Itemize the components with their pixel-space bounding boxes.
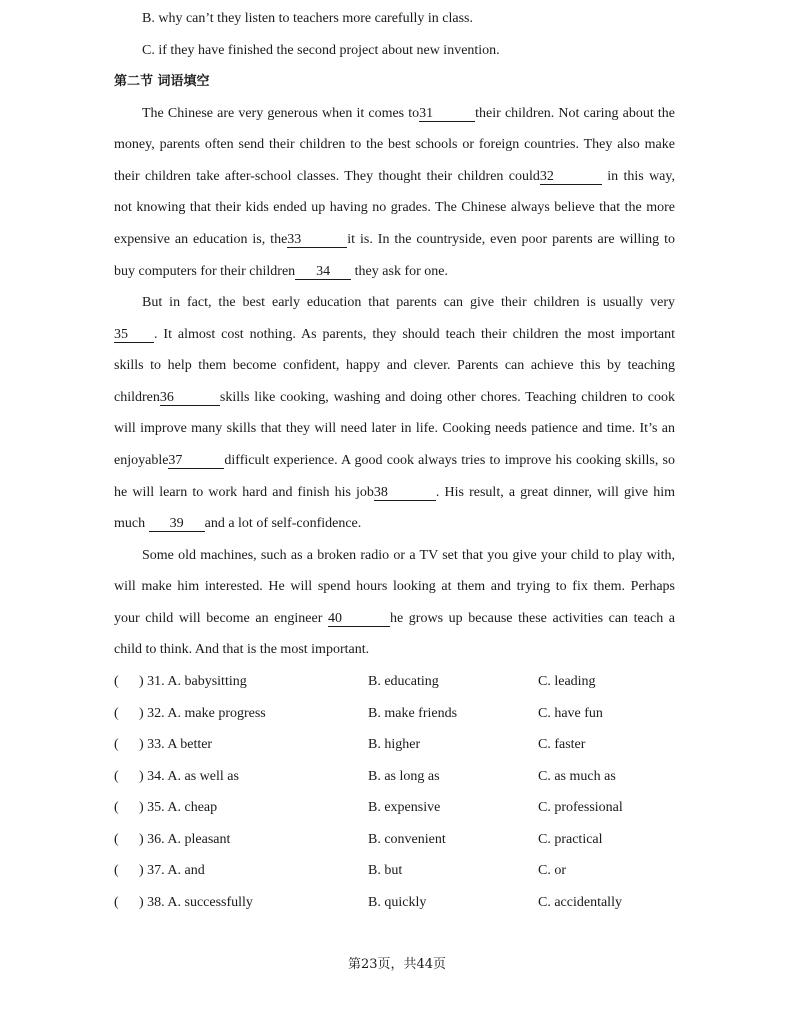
option-a: ) 31. A. babysitting — [139, 674, 247, 689]
question-row — [114, 705, 675, 723]
option-c: C. practical — [538, 832, 603, 847]
blank-36: 36 — [160, 391, 220, 406]
passage-line: money, parents often send their children to the best schools or foreign countries. They also make — [114, 137, 675, 152]
option-a: ) 33. A better — [139, 737, 213, 752]
passage-line: expensive an education is, the33 it is. In the countryside, even poor parents are willing to — [114, 232, 675, 247]
answer-paren[interactable]: ( — [114, 737, 119, 752]
section-heading: 第二节 词语填空 — [114, 74, 210, 89]
option-a: ) 35. A. cheap — [139, 800, 218, 815]
passage-line: will improve many skills that they will need later in life. Cooking needs patience and time. It’s an — [114, 421, 675, 436]
option-b: B. make friends — [368, 706, 458, 721]
question-row — [114, 799, 675, 817]
option-a: ) 36. A. pleasant — [139, 832, 231, 847]
answer-paren[interactable]: ( — [114, 769, 119, 784]
answer-paren[interactable]: ( — [114, 800, 119, 815]
passage-line: your child will become an engineer 40 he grows up because these activities can teach a — [114, 611, 676, 626]
blank-31: 31 — [419, 107, 475, 122]
option-a: ) 37. A. and — [139, 863, 205, 878]
passage-line: buy computers for their children 34 they ask for one. — [114, 264, 448, 279]
passage-line: child to think. And that is the most important. — [114, 642, 370, 657]
option-b: B. but — [368, 863, 403, 878]
passage-line: not knowing that their kids ended up having no grades. The Chinese always believe that the more — [114, 200, 675, 215]
question-row — [114, 768, 675, 786]
blank-39: 39 — [149, 517, 205, 532]
option-b: B. convenient — [368, 832, 446, 847]
question-row — [114, 862, 675, 880]
option-b: B. quickly — [368, 895, 427, 910]
answer-paren[interactable]: ( — [114, 895, 119, 910]
blank-32: 32 — [540, 170, 602, 185]
passage-line: The Chinese are very generous when it comes to31 their children. Not caring about the — [142, 106, 675, 121]
blank-40: 40 — [328, 612, 390, 627]
option-c-text: C. if they have finished the second project about new invention. — [142, 43, 500, 58]
page-footer: 第23页，共44页 — [347, 957, 447, 972]
blank-37: 37 — [168, 454, 224, 469]
option-c: C. or — [538, 863, 566, 878]
option-c: C. professional — [538, 800, 623, 815]
passage-line: will make him interested. He will spend hours looking at them and trying to fix them. Perhaps — [114, 579, 675, 594]
passage-line: 35 . It almost cost nothing. As parents, they should teach their children the most important — [114, 327, 675, 342]
question-row — [114, 736, 675, 754]
option-c: C. leading — [538, 674, 596, 689]
option-c: C. as much as — [538, 769, 616, 784]
blank-35: 35 — [114, 328, 154, 343]
option-a: ) 38. A. successfully — [139, 895, 253, 910]
option-b: B. higher — [368, 737, 421, 752]
question-row — [114, 894, 675, 912]
passage-line: much 39 and a lot of self-confidence. — [114, 516, 362, 531]
blank-38: 38 — [374, 486, 436, 501]
blank-34: 34 — [295, 265, 351, 280]
passage-line: enjoyable37 difficult experience. A good cook always tries to improve his cooking skills, so — [114, 453, 675, 468]
passage-line: But in fact, the best early education that parents can give their children is usually very — [142, 295, 675, 310]
option-b: B. educating — [368, 674, 439, 689]
option-a: ) 32. A. make progress — [139, 706, 266, 721]
passage-line: skills to help them become confident, happy and clever. Parents can achieve this by teaching — [114, 358, 675, 373]
answer-paren[interactable]: ( — [114, 706, 119, 721]
option-c: C. accidentally — [538, 895, 622, 910]
answer-paren[interactable]: ( — [114, 674, 119, 689]
answer-paren[interactable]: ( — [114, 832, 119, 847]
option-b: B. as long as — [368, 769, 440, 784]
option-b-text: B. why can’t they listen to teachers more carefully in class. — [142, 11, 473, 26]
option-c: C. faster — [538, 737, 586, 752]
blank-33: 33 — [287, 233, 347, 248]
option-a: ) 34. A. as well as — [139, 769, 239, 784]
passage-line: children36 skills like cooking, washing and doing other chores. Teaching children to cook — [114, 390, 675, 405]
question-row — [114, 673, 675, 691]
passage-line: he will learn to work hard and finish his job38 . His result, a great dinner, will give him — [114, 485, 675, 500]
question-row — [114, 831, 675, 849]
option-c: C. have fun — [538, 706, 603, 721]
passage-line: their children take after-school classes. They thought their children could32 in this way, — [114, 169, 675, 184]
passage-line: Some old machines, such as a broken radio or a TV set that you give your child to play with, — [142, 548, 675, 563]
answer-paren[interactable]: ( — [114, 863, 119, 878]
option-b: B. expensive — [368, 800, 441, 815]
